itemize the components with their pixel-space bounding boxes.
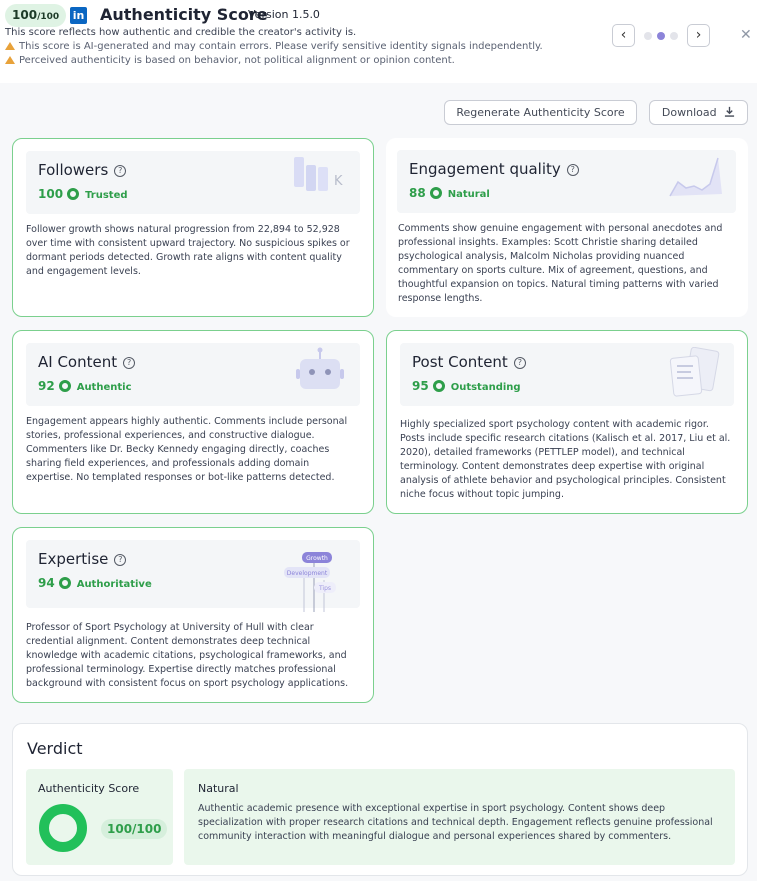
help-icon[interactable]: ? (114, 165, 126, 177)
pager-dot-2[interactable] (657, 32, 665, 40)
download-icon (724, 106, 735, 117)
engagement-line-illustration (668, 154, 724, 198)
download-button[interactable]: Download (649, 100, 748, 125)
help-icon[interactable]: ? (567, 164, 579, 176)
help-icon[interactable]: ? (514, 357, 526, 369)
next-button[interactable]: › (687, 24, 710, 47)
pager (612, 24, 711, 48)
followers-card (12, 138, 374, 317)
score-ring-icon (59, 577, 71, 589)
card-header (397, 150, 736, 213)
score-ring-icon (59, 380, 71, 392)
card-score: 92 Authentic (38, 379, 132, 393)
expertise-card (12, 527, 374, 703)
verdict-title: Verdict (27, 739, 83, 758)
card-description: Professor of Sport Psychology at University of Hull with clear credential alignment. Content demonstrates deep technical knowledge with academic citations, psychological frameworks, and professional terminology. Expertise directly matches professional background with consistent focus on sport psychology applications. (26, 622, 349, 689)
subtitle: This score reflects how authentic and credible the creator's activity is. (5, 27, 357, 38)
warning-line-2: Perceived authenticity is based on behavior, not political alignment or opinion content. (5, 55, 455, 66)
skill-tree-illustration (284, 550, 350, 614)
regenerate-button[interactable]: Regenerate Authenticity Score (444, 100, 637, 125)
card-score: 95 Outstanding (412, 379, 521, 393)
verdict-summary-box (184, 769, 735, 865)
score-donut-icon (39, 804, 87, 852)
warning-icon (5, 56, 15, 64)
verdict-panel (12, 723, 748, 876)
svg-text:Development: Development (286, 570, 328, 577)
card-title: AI Content ? (38, 353, 135, 371)
engagement-card (386, 138, 748, 317)
pager-dot-3[interactable] (670, 32, 678, 40)
version-label: Version 1.5.0 (248, 8, 320, 21)
card-title: Expertise ? (38, 550, 126, 568)
score-ring-icon (430, 187, 442, 199)
header (0, 0, 757, 83)
linkedin-icon: in (70, 7, 87, 24)
card-description: Highly specialized sport psychology content with academic rigor. Posts include specific research citations (Kalisch et al. 2017, Liu et al. 2020), detailed frameworks (PETTLEP model), and technical terminology. Content demonstrates deep expertise with original analysis of athlete behavior and psychological principles. Consistent niche focus without topic jumping. (400, 419, 731, 500)
card-description: Follower growth shows natural progression from 22,894 to 52,928 over time with consistent upward trajectory. No suspicious spikes or dormant periods detected. Growth rate aligns with content quality and engagement levels. (26, 224, 350, 277)
close-icon[interactable]: ✕ (740, 27, 752, 43)
card-score: 100 Trusted (38, 187, 128, 201)
svg-text:K: K (334, 174, 343, 189)
card-title: Engagement quality ? (409, 160, 579, 178)
svg-text:Growth: Growth (306, 555, 328, 562)
card-description: Comments show genuine engagement with personal anecdotes and professional insights. Examples: Scott Christie sharing detailed psychological analysis, Malcolm Nicholas providing nuanced commentary on sports culture. Mix of agreement, questions, and thoughtful expansion on topics. Natural timing patterns with varied response lengths. (398, 223, 723, 304)
card-description: Engagement appears highly authentic. Comments include personal stories, professional experiences, and constructive dialogue. Commenters like Dr. Becky Kennedy engaging directly, coaches sharing field experiences, and professionals adding domain expertise. No templated responses or bot-like patterns detected. (26, 416, 348, 483)
card-header (26, 343, 360, 406)
card-score: 88 Natural (409, 186, 490, 200)
page-title: Authenticity Score (100, 5, 268, 24)
post-content-card (386, 330, 748, 514)
help-icon[interactable]: ? (114, 554, 126, 566)
card-title: Followers ? (38, 161, 126, 179)
warning-line-1: This score is AI-generated and may contain errors. Please verify sensitive identity signals independently. (5, 41, 543, 52)
verdict-score-title: Authenticity Score (38, 782, 140, 795)
verdict-category: Natural (198, 782, 239, 795)
card-header (26, 540, 360, 608)
score-badge: 100/100 (5, 4, 66, 27)
verdict-score-box (26, 769, 173, 865)
score-ring-icon (433, 380, 445, 392)
robot-illustration (292, 347, 348, 393)
card-header (26, 151, 360, 214)
help-icon[interactable]: ? (123, 357, 135, 369)
follower-bars-illustration (292, 155, 348, 193)
card-header (400, 343, 734, 406)
ai-content-card (12, 330, 374, 514)
pager-dot-1[interactable] (644, 32, 652, 40)
prev-button[interactable]: ‹ (612, 24, 635, 47)
warning-icon (5, 42, 15, 50)
verdict-description: Authentic academic presence with exceptional expertise in sport psychology. Content shows deep specialization with proper research citations and technical depth. Engagement reflects genuine professional community interaction with meaningful dialogue and personal experiences shared by commenters. (198, 803, 713, 842)
card-score: 94 Authoritative (38, 576, 152, 590)
svg-text:Tips: Tips (318, 585, 332, 592)
verdict-score-value: 100/100 (101, 819, 167, 839)
card-title: Post Content ? (412, 353, 526, 371)
post-cards-illustration (666, 347, 724, 397)
score-ring-icon (67, 188, 79, 200)
